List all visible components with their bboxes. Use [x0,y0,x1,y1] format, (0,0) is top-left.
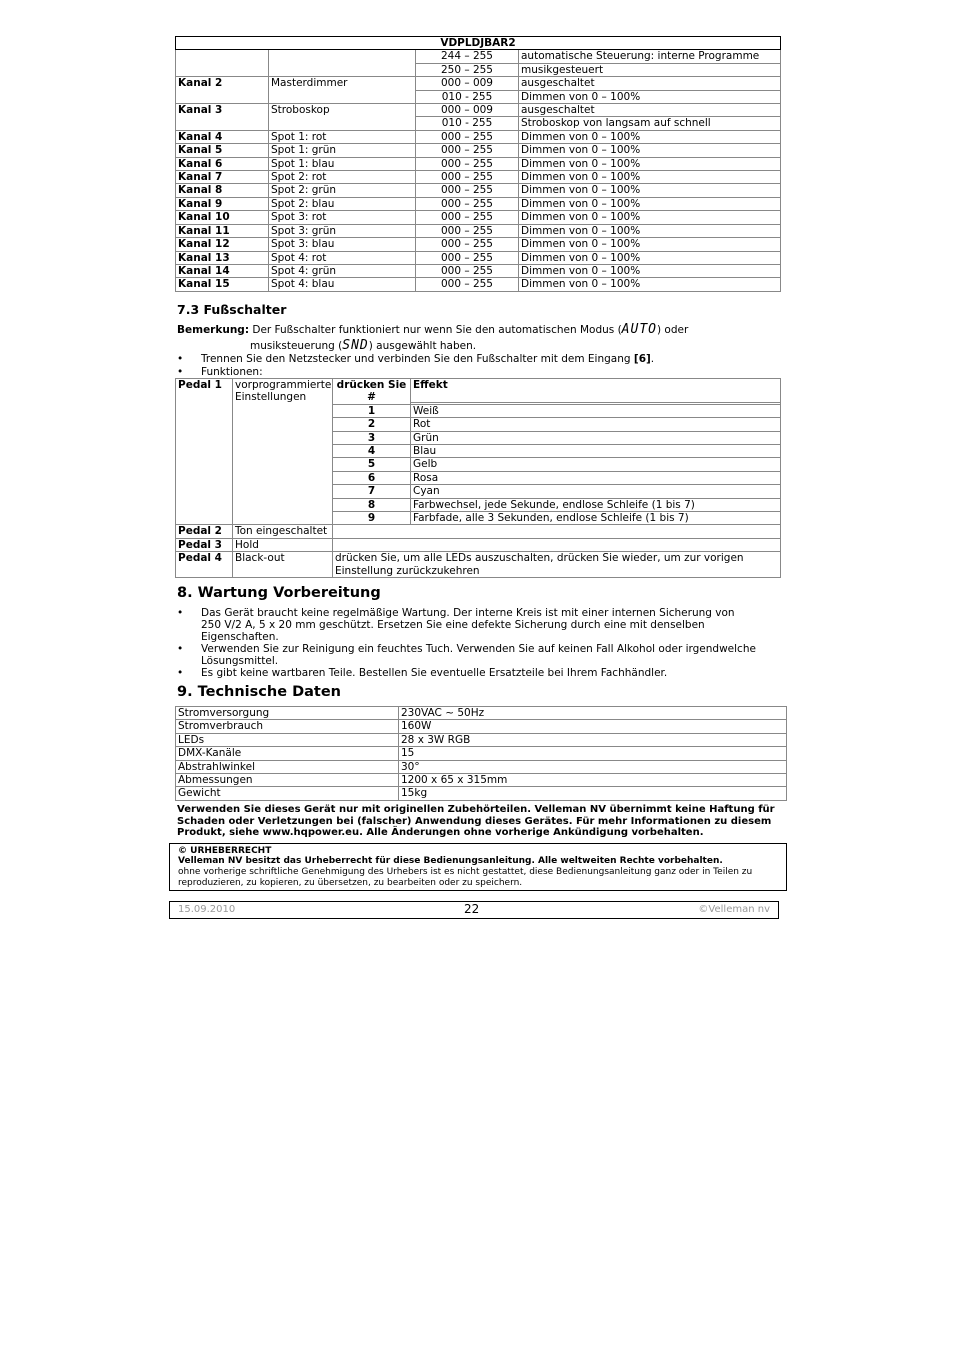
channel-cell: Kanal 12 [176,238,269,251]
auto-mode-display: AUTO [621,322,657,337]
press-number: 4 [333,445,411,458]
table-row [176,525,781,538]
spec-value: 30° [399,760,787,773]
range-cell: 000 – 255 [416,251,519,264]
bullet-icon: • [177,643,184,655]
description-cell: Dimmen von 0 – 100% [519,264,781,277]
spec-table [175,706,787,801]
function-cell [269,117,416,130]
channel-cell: Kanal 10 [176,211,269,224]
description-cell: Dimmen von 0 – 100% [519,130,781,143]
function-cell: Masterdimmer [269,77,416,90]
function-cell: Spot 4: grün [269,264,416,277]
effect-cell: Blau [411,445,781,458]
function-cell: Spot 1: rot [269,130,416,143]
bullet-icon: • [177,607,184,619]
list-item [177,366,777,378]
channel-cell: Kanal 5 [176,144,269,157]
table-row [176,77,781,90]
list-item [177,607,777,643]
description-cell: ausgeschaltet [519,77,781,90]
table-row [176,720,787,733]
section-heading-specs: 9. Technische Daten [177,684,341,700]
effect-cell: Farbfade, alle 3 Sekunden, endlose Schleife (1 bis 7) [411,512,781,525]
pedal2-function: Ton eingeschaltet [233,525,333,538]
description-cell: Dimmen von 0 – 100% [519,157,781,170]
press-number: 9 [333,512,411,525]
sound-mode-display: SND [342,338,369,353]
description-cell: musikgesteuert [519,63,781,76]
effect-cell: Grün [411,431,781,444]
channel-cell: Kanal 3 [176,104,269,117]
function-cell: Spot 2: grün [269,184,416,197]
effect-cell: Cyan [411,485,781,498]
table-row [176,787,787,800]
press-number: 5 [333,458,411,471]
effect-cell: Weiß [411,404,781,417]
range-cell: 000 – 255 [416,171,519,184]
spec-name: Gewicht [176,787,399,800]
preset-label: vorprogrammierte Einstellungen [233,379,333,525]
note-line-1 [177,324,688,336]
spec-name: DMX-Kanäle [176,747,399,760]
press-number: 1 [333,404,411,417]
table-row [176,538,781,551]
table-row [176,264,781,277]
function-cell: Spot 4: blau [269,278,416,291]
channel-cell: Kanal 4 [176,130,269,143]
table-row [176,238,781,251]
spec-name: Abstrahlwinkel [176,760,399,773]
footer-date: 15.09.2010 [178,904,236,915]
note-text: Der Fußschalter funktioniert nur wenn Sie den automatischen Modus ( [252,324,622,336]
pedal3-function: Hold [233,538,333,551]
spec-name: Abmessungen [176,774,399,787]
description-cell: Stroboskop von langsam auf schnell [519,117,781,130]
channel-cell: Kanal 6 [176,157,269,170]
section-heading-maintenance: 8. Wartung Vorbereitung [177,585,381,601]
note-line-2 [250,340,476,352]
table-row [176,379,781,403]
description-cell: Dimmen von 0 – 100% [519,251,781,264]
page-number: 22 [464,902,480,916]
channel-cell: Kanal 9 [176,197,269,210]
press-number: 6 [333,471,411,484]
function-cell: Spot 2: rot [269,171,416,184]
description-cell: Dimmen von 0 – 100% [519,171,781,184]
description-cell: Dimmen von 0 – 100% [519,211,781,224]
pedal-table [175,378,781,578]
table-row [176,733,787,746]
effect-header: Effekt [411,379,781,403]
effect-cell: Farbwechsel, jede Sekunde, endlose Schleife (1 bis 7) [411,498,781,511]
bullet-text: Verwenden Sie zur Reinigung ein feuchtes Tuch. Verwenden Sie auf keinen Fall Alkohol oder irgendwelche Lösungsmittel. [201,643,756,667]
list-item [177,643,777,667]
description-cell: automatische Steuerung: interne Programme [519,50,781,63]
function-cell: Spot 2: blau [269,197,416,210]
range-cell: 010 - 255 [416,117,519,130]
spec-name: Stromverbrauch [176,720,399,733]
range-cell: 000 – 255 [416,278,519,291]
function-cell [269,50,416,63]
section-heading-footswitch: 7.3 Fußschalter [177,302,287,317]
spec-value: 1200 x 65 x 315mm [399,774,787,787]
table-row [176,774,787,787]
description-cell: Dimmen von 0 – 100% [519,224,781,237]
pedal3-label: Pedal 3 [176,538,233,551]
table-row [176,184,781,197]
spec-value: 230VAC ~ 50Hz [399,707,787,720]
range-cell: 000 – 255 [416,264,519,277]
function-cell: Spot 3: rot [269,211,416,224]
table-row [176,251,781,264]
table-row [176,104,781,117]
channel-cell: Kanal 14 [176,264,269,277]
range-cell: 010 - 255 [416,90,519,103]
channel-cell [176,50,269,63]
table-row [176,552,781,578]
range-cell: 000 – 255 [416,197,519,210]
table-row [176,211,781,224]
description-cell: Dimmen von 0 – 100% [519,197,781,210]
function-cell: Spot 1: blau [269,157,416,170]
channel-cell: Kanal 7 [176,171,269,184]
bullet-text: Funktionen: [201,366,263,378]
channel-cell [176,90,269,103]
press-number: 8 [333,498,411,511]
spec-value: 15kg [399,787,787,800]
range-cell: 000 – 255 [416,224,519,237]
table-row [176,197,781,210]
table-row [176,50,781,63]
press-number: 7 [333,485,411,498]
function-cell: Spot 4: rot [269,251,416,264]
table-row [176,63,781,76]
range-cell: 244 – 255 [416,50,519,63]
footer-brand: ©Velleman nv [698,904,770,915]
range-cell: 000 – 255 [416,144,519,157]
spec-name: LEDs [176,733,399,746]
page-footer [169,901,779,919]
list-item [177,667,777,679]
channel-cell: Kanal 15 [176,278,269,291]
bullet-text: Es gibt keine wartbaren Teile. Bestellen Sie eventuelle Ersatzteile bei Ihrem Fachhändler. [201,667,668,679]
description-cell: Dimmen von 0 – 100% [519,238,781,251]
table-row [176,90,781,103]
press-header: drücken Sie # [333,379,411,405]
press-number: 3 [333,431,411,444]
list-item [177,353,777,365]
function-cell: Spot 1: grün [269,144,416,157]
note-text-selected: ) ausgewählt haben. [368,340,477,352]
table-row [176,157,781,170]
spec-value: 28 x 3W RGB [399,733,787,746]
note-text-end: ) oder [656,324,689,336]
spec-name: Stromversorgung [176,707,399,720]
range-cell: 000 – 009 [416,77,519,90]
note-label: Bemerkung: [177,324,250,336]
range-cell: 000 – 255 [416,211,519,224]
bullet-text: Das Gerät braucht keine regelmäßige Wartung. Der interne Kreis ist mit einer internen Sicherung von 250 V/2 A, 5 x 20 mm geschützt. Ersetzen Sie eine defekte Sicherung durch eine mit denselben Eigenschaften. [201,607,735,643]
empty-cell [333,525,781,538]
dmx-channel-table [175,36,781,292]
function-cell [269,90,416,103]
pedal4-description: drücken Sie, um alle LEDs auszuschalten, drücken Sie wieder, um zur vorigen Einstellung zurückzukehren [333,552,781,578]
table-row [176,130,781,143]
description-cell: Dimmen von 0 – 100% [519,184,781,197]
function-cell: Stroboskop [269,104,416,117]
function-cell: Spot 3: blau [269,238,416,251]
table-header-row [176,37,781,50]
description-cell: Dimmen von 0 – 100% [519,90,781,103]
range-cell: 000 – 255 [416,184,519,197]
empty-cell [333,538,781,551]
table-row [176,278,781,291]
copyright-title: © URHEBERRECHT [178,846,272,856]
bullet-icon: • [177,667,184,679]
table-row [176,224,781,237]
table-row [176,760,787,773]
range-cell: 000 – 009 [416,104,519,117]
range-cell: 000 – 255 [416,157,519,170]
effect-cell: Rosa [411,471,781,484]
channel-cell [176,63,269,76]
pedal2-label: Pedal 2 [176,525,233,538]
channel-cell: Kanal 13 [176,251,269,264]
warning-text: Verwenden Sie dieses Gerät nur mit originellen Zubehörteilen. Velleman NV übernimmt keine Haftung für Schaden oder Verletzungen bei (falscher) Anwendung dieses Gerätes. Für mehr Informationen zu diesem Produkt, siehe www.hqpower.eu. Alle Änderungen ohne vorherige Ankündigung vorbehalten. [177,804,775,838]
channel-cell: Kanal 8 [176,184,269,197]
effect-cell: Rot [411,418,781,431]
table-row [176,707,787,720]
function-cell [269,63,416,76]
channel-cell [176,117,269,130]
bullet-icon: • [177,366,184,378]
channel-cell: Kanal 11 [176,224,269,237]
input-ref: [6] [633,353,651,365]
table-row [176,747,787,760]
note-text-music: musiksteuerung ( [250,340,343,352]
range-cell: 000 – 255 [416,130,519,143]
effect-cell: Gelb [411,458,781,471]
description-cell: Dimmen von 0 – 100% [519,278,781,291]
copyright-bold: Velleman NV besitzt das Urheberrecht für diese Bedienungsanleitung. Alle weltweiten Rechte vorbehalten. [178,856,723,866]
range-cell: 250 – 255 [416,63,519,76]
description-cell: Dimmen von 0 – 100% [519,144,781,157]
bullet-icon: • [177,353,184,365]
pedal-1-label: Pedal 1 [176,379,233,525]
pedal4-function: Black-out [233,552,333,578]
description-cell: ausgeschaltet [519,104,781,117]
model-name: VDPLDJBAR2 [176,37,781,50]
table-row [176,144,781,157]
copyright-text: ohne vorherige schriftliche Genehmigung des Urhebers ist es nicht gestattet, diese Bedienungsanleitung ganz oder in Teilen zu reproduzieren, zu kopieren, zu übersetzen, zu bearbeiten oder zu speichern. [178,867,753,888]
spec-value: 160W [399,720,787,733]
spec-value: 15 [399,747,787,760]
bullet-end: . [650,353,655,365]
table-row [176,117,781,130]
press-number: 2 [333,418,411,431]
table-row [176,171,781,184]
bullet-text: Trennen Sie den Netzstecker und verbinden Sie den Fußschalter mit dem Eingang [201,353,634,365]
range-cell: 000 – 255 [416,238,519,251]
channel-cell: Kanal 2 [176,77,269,90]
copyright-box [169,843,787,891]
pedal4-label: Pedal 4 [176,552,233,578]
function-cell: Spot 3: grün [269,224,416,237]
